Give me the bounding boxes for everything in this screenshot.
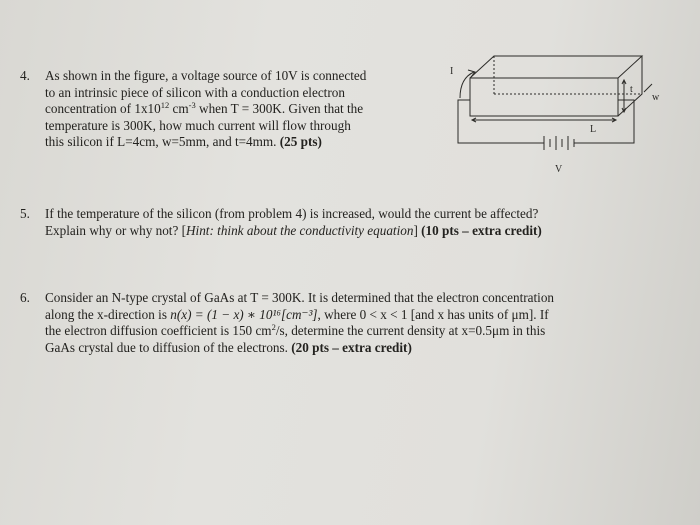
exponent: 2	[271, 322, 276, 333]
thickness-label: t	[630, 84, 633, 95]
problem-6-line	[45, 323, 554, 340]
points-label: (25 pts)	[279, 134, 322, 150]
bracket-text: ]	[413, 222, 422, 238]
range-text: , where 0 < x < 1 [and x has units of μm]. If	[317, 306, 549, 322]
problem-4-line: As shown in the figure, a voltage source of 10V is connected	[45, 68, 367, 83]
dimensions-text: this silicon if L=4cm, w=5mm, and t=4mm.	[45, 134, 280, 150]
diffusion-text: the electron diffusion coefficient is 150 cm	[45, 323, 272, 339]
hint-text: Hint: think about the conductivity equation	[186, 222, 414, 238]
bar-front-face	[470, 78, 618, 116]
problem-5-text	[45, 206, 542, 239]
problem-5-number: 5.	[20, 206, 30, 221]
problem-4-line	[45, 134, 366, 151]
problem-4-text	[45, 68, 366, 151]
problem-6-text	[45, 290, 554, 356]
concentration-equation: n(x) = (1 − x) ∗ 10¹⁶[cm⁻³]	[170, 306, 318, 322]
problem-6-line: Consider an N-type crystal of GaAs at T = 300K. It is determined that the electron concentration	[45, 290, 555, 305]
voltage-label: V	[555, 164, 563, 175]
bar-top-face	[470, 56, 642, 78]
wire-right	[576, 100, 634, 143]
problem-6-number: 6.	[20, 290, 30, 305]
width-label: w	[652, 92, 660, 103]
current-label: I	[450, 66, 454, 77]
problem-4-line: temperature is 300K, how much current will flow through	[45, 117, 351, 133]
problem-6-line	[45, 307, 554, 324]
problem-5-line	[45, 223, 542, 240]
crystal-text: GaAs crystal due to diffusion of the electrons.	[45, 339, 292, 355]
exponent: -3	[188, 100, 196, 111]
unit-text: cm	[169, 101, 189, 117]
question-text: Explain why or why not? [	[45, 222, 187, 238]
temperature-text: when T = 300K. Given that the	[195, 101, 364, 117]
problem-4-number: 4.	[20, 68, 30, 83]
concentration-text: concentration of 1x10	[45, 101, 161, 117]
problem-6-line	[45, 340, 554, 357]
wire-left	[458, 100, 542, 143]
problem-4-line	[45, 101, 366, 118]
problem-5-line: If the temperature of the silicon (from problem 4) is increased, would the current be affected?	[45, 206, 539, 221]
points-label: (20 pts – extra credit)	[291, 339, 412, 355]
problem-4-line: to an intrinsic piece of silicon with a conduction electron	[45, 84, 345, 100]
current-density-text: /s, determine the current density at x=0.5μm in this	[275, 323, 546, 339]
direction-text: along the x-direction is	[45, 306, 171, 322]
width-dimension-line	[644, 84, 652, 92]
exponent: 12	[160, 100, 170, 111]
length-label: L	[590, 124, 597, 135]
points-label: (10 pts – extra credit)	[421, 222, 542, 238]
silicon-bar-circuit-diagram	[438, 48, 668, 178]
